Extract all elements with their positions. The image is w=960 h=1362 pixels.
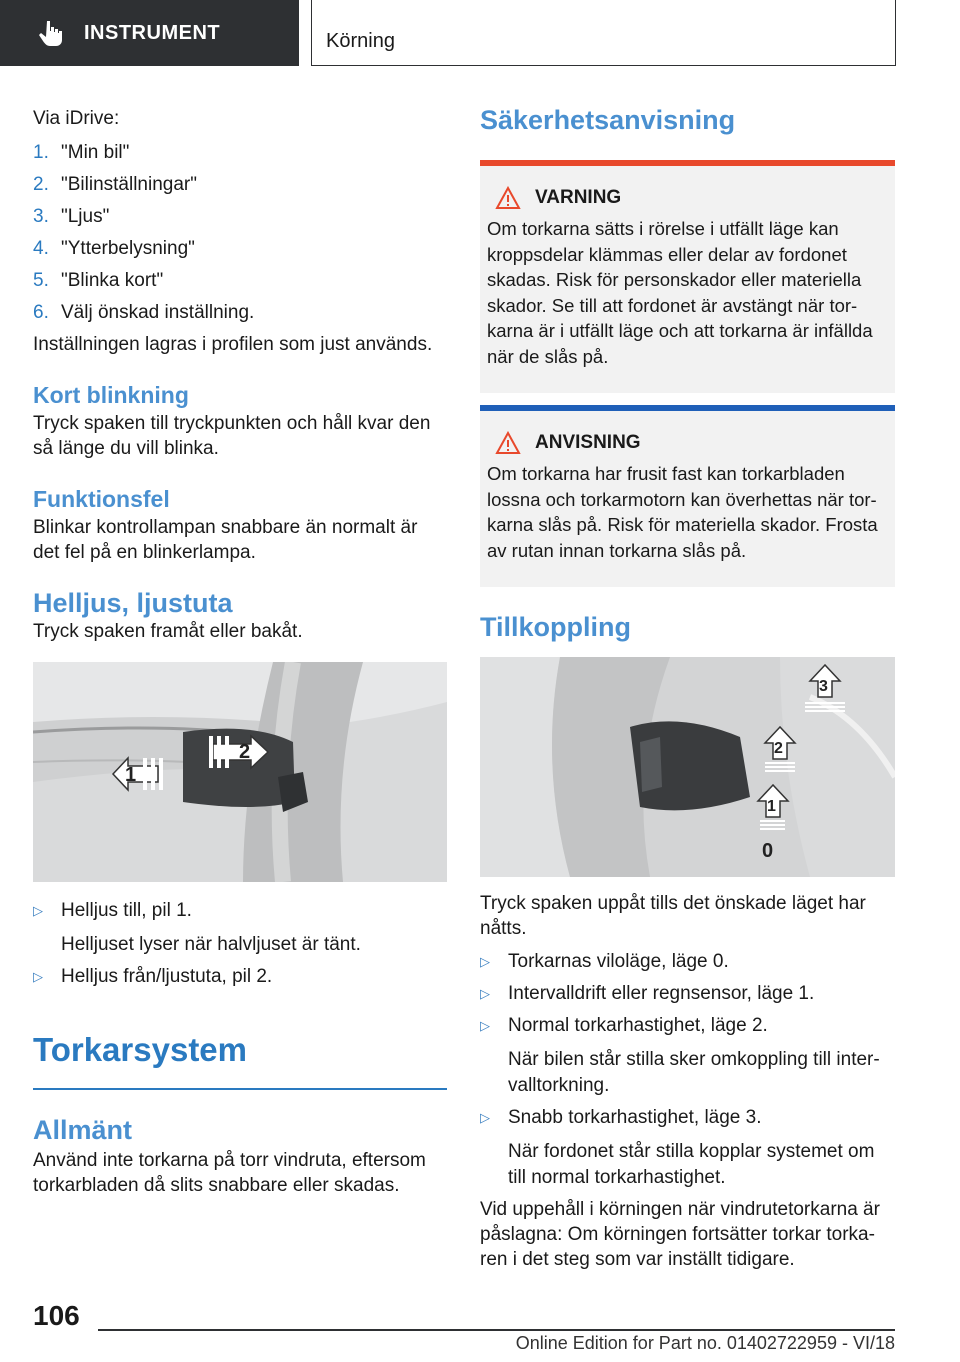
list-item: 4. "Ytterbelysning" <box>33 238 195 259</box>
list-item: ▷ Normal torkarhastighet, läge 2. När bilen står stilla sker omkoppling till inter-valltorkning. <box>480 1013 895 1099</box>
kort-heading: Kort blinkning <box>33 382 189 408</box>
arrow-label-2: 2 <box>239 741 251 763</box>
list-item: ▷ Snabb torkarhastighet, läge 3. När fordonet står stilla kopplar systemet om till normal torkarhastighet. <box>480 1105 895 1191</box>
position-label-1: 1 <box>767 798 776 815</box>
notice-title: ANVISNING <box>535 432 641 453</box>
warning-callout <box>480 166 895 393</box>
till-after: Vid uppehåll i körningen när vindrutetorkarna är påslagna: Om körningen fortsätter torkar torka-ren i det steg som var inställt tidigare. <box>480 1199 880 1270</box>
tillkoppling-heading: Tillkoppling <box>480 612 631 642</box>
list-item: 2. "Bilinställningar" <box>33 174 197 195</box>
warning-triangle-icon <box>495 186 521 210</box>
page-number: 106 <box>33 1300 80 1331</box>
list-item: 3. "Ljus" <box>33 206 110 227</box>
position-label-0: 0 <box>762 840 774 862</box>
till-bullets <box>480 949 895 1191</box>
edition-note: Online Edition for Part no. 01402722959 - VI/18 <box>515 1333 895 1353</box>
position-label-2: 2 <box>774 740 783 757</box>
heading-rule <box>33 1088 447 1090</box>
warning-triangle-icon <box>495 431 521 455</box>
warning-text: Om torkarna sätts i rörelse i utfällt läge kan kroppsdelar klämmas eller delar av fordonet skadas. Risk för personskador eller materiella skador. Se till att fordonet är avstängt när tor-karna är i utfällt läge och att torkarna är infällda när de slås på. <box>487 218 873 367</box>
triangle-bullet-icon: ▷ <box>33 969 43 984</box>
hell-text: Tryck spaken framåt eller bakåt. <box>33 621 303 642</box>
fel-heading: Funktionsfel <box>33 486 170 512</box>
idrive-steps <box>33 140 447 325</box>
right-column <box>480 100 895 1272</box>
notice-text: Om torkarna har frusit fast kan torkarbladen lossna och torkarmotorn kan överhettas när tor-karna slås på. Risk för materiella skador. Frosta av rutan innan torkarna slås på. <box>487 463 878 561</box>
idrive-intro: Via iDrive: <box>33 108 120 129</box>
section-tab <box>0 0 299 66</box>
torkarsystem-heading: Torkarsystem <box>33 1031 248 1068</box>
triangle-bullet-icon: ▷ <box>480 1110 490 1125</box>
section-title: INSTRUMENT <box>84 21 221 44</box>
wiper-lever-illustration <box>480 657 895 877</box>
list-item: ▷ Torkarnas viloläge, läge 0. <box>480 949 895 975</box>
arrow-label-1: 1 <box>125 764 137 786</box>
triangle-bullet-icon: ▷ <box>480 986 490 1001</box>
list-item: ▷ Helljus från/ljustuta, pil 2. <box>33 964 447 990</box>
allmant-heading: Allmänt <box>33 1115 133 1145</box>
page-header <box>0 0 960 66</box>
warning-title: VARNING <box>535 187 622 208</box>
footer-rule <box>98 1329 895 1331</box>
kort-text: Tryck spaken till tryckpunkten och håll kvar den så länge du vill blinka. <box>33 413 431 459</box>
till-text: Tryck spaken uppåt tills det önskade läget har nåtts. <box>480 893 866 939</box>
left-column <box>33 100 447 1198</box>
list-item: 5. "Blinka kort" <box>33 270 164 291</box>
triangle-bullet-icon: ▷ <box>33 903 43 918</box>
high-beam-illustration <box>33 662 447 882</box>
list-item: ▷ Helljus till, pil 1. Helljuset lyser när halvljuset är tänt. <box>33 898 447 958</box>
list-item: 6. Välj önskad inställning. <box>33 302 255 323</box>
position-label-3: 3 <box>819 678 828 695</box>
hell-bullets <box>33 898 447 990</box>
hand-pointing-icon <box>36 18 66 48</box>
triangle-bullet-icon: ▷ <box>480 954 490 969</box>
triangle-bullet-icon: ▷ <box>480 1018 490 1033</box>
notice-callout <box>480 411 895 587</box>
chapter-title: Körning <box>326 30 395 52</box>
saker-heading: Säkerhetsanvisning <box>480 105 736 135</box>
allmant-text: Använd inte torkarna på torr vindruta, eftersom torkarbladen då slits snabbare eller skadas. <box>33 1150 426 1196</box>
hell-heading: Helljus, ljustuta <box>33 588 233 618</box>
saved-note: Inställningen lagras i profilen som just används. <box>33 334 433 355</box>
fel-text: Blinkar kontrollampan snabbare än normalt är det fel på en blinkerlampa. <box>33 517 418 563</box>
list-item: 1. "Min bil" <box>33 142 130 163</box>
list-item: ▷ Intervalldrift eller regnsensor, läge 1. <box>480 981 895 1007</box>
chapter-box <box>311 0 896 66</box>
